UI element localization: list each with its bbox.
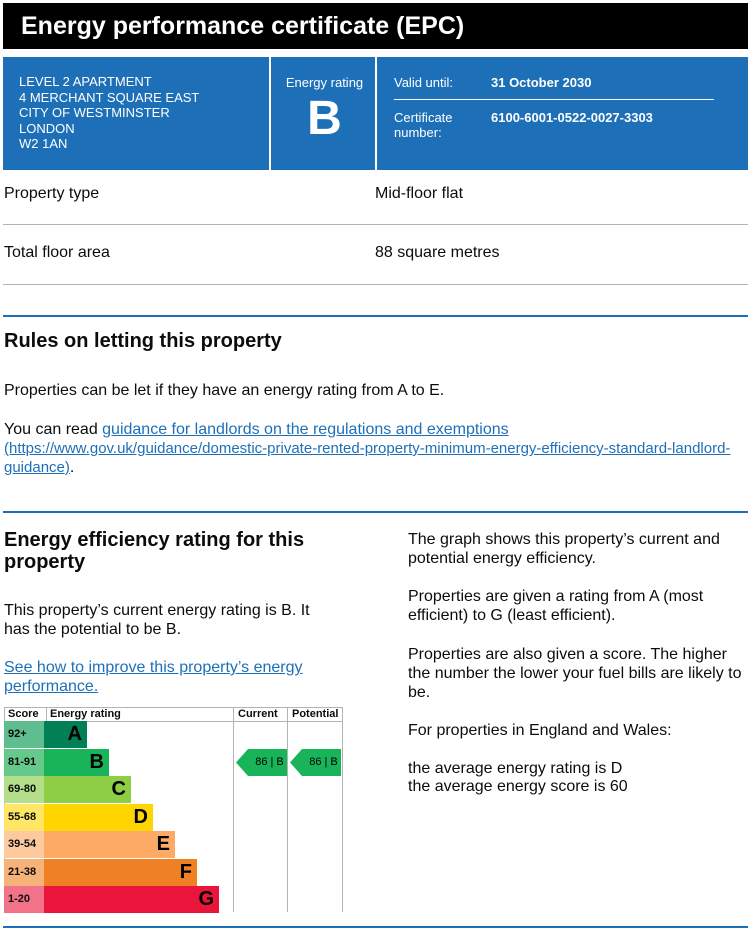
improve-link-wrap (4, 658, 334, 696)
band-letter: E (156, 833, 170, 855)
explanation-para: Properties are also given a score. The higher the number the lower your fuel bills are likely to be. (408, 646, 742, 701)
floor-area-value: 88 square metres (375, 244, 500, 261)
band-score-range: 92+ (4, 721, 44, 748)
certificate-number-value: 6100-6001-0522-0027-3303 (491, 110, 653, 125)
current-header: Current (238, 708, 278, 720)
page-title: Energy performance certificate (EPC) (21, 12, 465, 40)
band-letter: C (111, 778, 126, 800)
band-letter: B (89, 750, 104, 773)
floor-area-label: Total floor area (4, 244, 110, 261)
band-letter: A (67, 723, 82, 745)
energy-rating-value: B (307, 92, 342, 145)
band-letter: D (133, 805, 148, 828)
efficiency-heading: Energy efficiency rating for this property (4, 529, 305, 573)
efficiency-section (4, 529, 344, 573)
address-line: LONDON (19, 120, 75, 136)
grid-line (46, 707, 47, 721)
divider (3, 224, 748, 225)
band-bar (44, 776, 131, 803)
band-score-range: 1-20 (4, 886, 44, 913)
energy-rating-label: Energy rating (285, 75, 364, 90)
band-letter: G (198, 888, 214, 910)
section-divider (3, 315, 748, 317)
explanation-para: The graph shows this property’s current and potential energy efficiency. (408, 531, 720, 567)
certificate-number-label: Certificate number: (394, 110, 453, 140)
average-score: the average energy score is 60 (408, 778, 628, 795)
band-score-range: 21-38 (4, 859, 44, 886)
band-bar (44, 721, 87, 748)
property-type-label: Property type (4, 185, 100, 202)
band-score-range: 39-54 (4, 831, 44, 858)
letting-guidance (4, 420, 744, 477)
divider (3, 284, 748, 285)
average-rating: the average energy rating is D (408, 760, 623, 777)
rating-header: Energy rating (50, 708, 121, 720)
potential-header: Potential (292, 708, 339, 720)
section-divider (3, 926, 748, 928)
letting-section (4, 332, 282, 351)
section-divider (3, 511, 748, 513)
band-bar (44, 749, 109, 776)
guidance-url-link[interactable]: (https://www.gov.uk/guidance/domestic-private-rented-property-minimum-energy-efficiency-standard-landlord-guidance) (4, 440, 731, 476)
improve-link[interactable]: See how to improve this property’s energy performance. (4, 659, 303, 695)
current-rating-text: This property’s current energy rating is B. It has the potential to be B. (4, 602, 310, 638)
grid-line (342, 707, 343, 912)
property-address (19, 74, 199, 152)
guidance-suffix: . (69, 459, 75, 476)
band-score-range: 81-91 (4, 749, 44, 776)
band-letter: F (179, 860, 192, 883)
valid-until-label: Valid until: (394, 75, 454, 90)
letting-para: Properties can be let if they have an energy rating from A to E. (4, 382, 445, 399)
property-type-value: Mid-floor flat (375, 185, 464, 202)
valid-until-value: 31 October 2030 (491, 75, 592, 90)
potential-rating-label: 86 | B (309, 755, 338, 768)
band-score-range: 69-80 (4, 776, 44, 803)
divider (375, 57, 377, 170)
grid-line (4, 707, 343, 708)
band-bar (44, 804, 153, 831)
band-score-range: 55-68 (4, 804, 44, 831)
current-rating-label: 86 | B (255, 755, 284, 768)
divider (269, 57, 271, 170)
band-bar (44, 886, 219, 913)
current-rating-arrow (236, 749, 287, 776)
guidance-link[interactable]: guidance for landlords on the regulations and exemptions (102, 421, 509, 438)
explanation-para: For properties in England and Wales: (408, 722, 672, 739)
title-bar (3, 3, 748, 49)
energy-rating-chart (4, 707, 343, 912)
address-line: W2 1AN (19, 136, 68, 151)
band-bar (44, 831, 175, 858)
grid-line (233, 707, 234, 912)
score-header: Score (8, 708, 39, 720)
explanation-para: Properties are given a rating from A (most efficient) to G (least efficient). (408, 588, 704, 624)
band-bar (44, 859, 197, 886)
certificate-summary (3, 57, 748, 170)
address-line: LEVEL 2 APARTMENT (19, 74, 152, 89)
letting-heading: Rules on letting this property (4, 330, 282, 352)
guidance-prefix: You can read (4, 421, 103, 438)
grid-line (287, 707, 288, 912)
address-line: 4 MERCHANT SQUARE EAST (19, 89, 200, 105)
address-line: CITY OF WESTMINSTER (19, 105, 170, 120)
divider (394, 99, 714, 100)
potential-rating-arrow (290, 749, 341, 776)
